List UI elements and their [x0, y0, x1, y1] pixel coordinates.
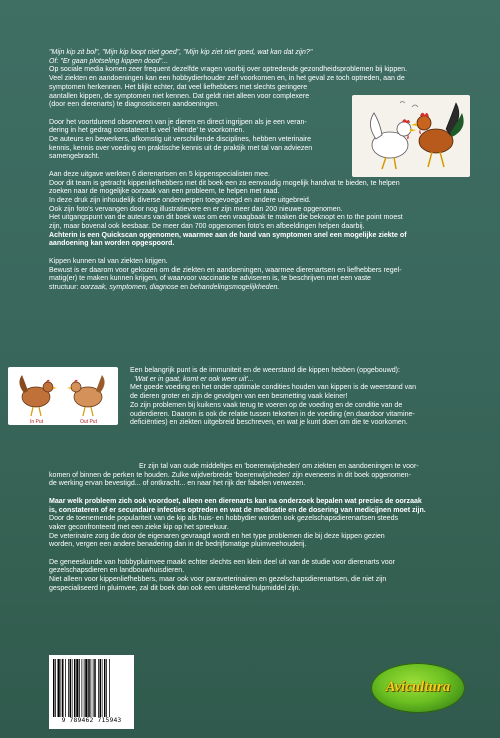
quickscan-note: aandoening kan worden opgespoord. — [49, 240, 175, 248]
logo-text: Avicultura — [385, 679, 451, 695]
lower-block — [49, 463, 474, 594]
isbn-number: 9 789462 715943 — [61, 717, 122, 724]
immunity-line: de dieren groter en zijn de gevolgen van een besmetting vaak kleiner! — [130, 393, 348, 401]
intro-p2-line: samengebracht. — [49, 153, 100, 161]
barcode-bars — [53, 659, 130, 717]
intro-p2-line: kennis, kennis over voeding en praktische kennis uit de praktijk met tal van adviezen — [49, 144, 313, 152]
middle-p4-line: matig(er) te maken kunnen krijgen, of waarvoor vaccinatie te adviseren is, te beschrijven met een vaste — [49, 275, 371, 283]
out-put-label: Out Put — [80, 419, 97, 425]
immunity-line: deficiënties) en ziekten uitgebreid beschreven, en wat je kunt doen om die te voorkomen. — [130, 419, 408, 427]
middle-p4-line: Kippen kunnen tal van ziekten krijgen. — [49, 257, 168, 265]
fighting-roosters-illustration — [352, 95, 470, 177]
vet-line: Door de toenemende populariteit van de kip als huis- en hobbydier worden ook gezelschapsdierenartsen steeds — [49, 515, 399, 523]
vet-note: Maar welk probleem zich ook voordoet, alleen een dierenarts kan na onderzoek bepalen wat precies de oorzaak — [49, 497, 422, 505]
intro-p1-line: Op sociale media komen zeer frequent dezelfde vragen voorbij over optredende gezondheidsproblemen bij kippen. — [49, 66, 408, 74]
intro-p3-line: Aan deze uitgave werkten 6 dierenartsen en 5 kippenspecialisten mee. — [49, 170, 270, 178]
avicultura-logo — [371, 663, 465, 713]
intro-p1-line: aantallen kippen, de symptomen niet kennen. Dat geldt niet alleen voor complexere — [49, 92, 310, 100]
intro-p3-line: zijn, maar bovenal ook leesbaar. De meer dan 700 opgenomen foto's en afbeeldingen helpen daarbij. — [49, 223, 365, 231]
closing-line: gespecialiseerd in pluimvee, zal dit boek dan ook een uitstekend hulpmiddel zijn. — [49, 584, 301, 592]
intro-p2-line: De auteurs en bewerkers, afkomstig uit verschillende disciplines, hebben veterinaire — [49, 136, 312, 144]
intro-p2-line: Door het voortdurend observeren van je dieren en direct ingrijpen als je een veran- — [49, 118, 307, 126]
intro-quote-2: Of: "Er gaan plotseling kippen dood"... — [49, 57, 169, 65]
closing-line: gezelschapsdieren en landbouwhuisdieren. — [49, 567, 185, 575]
input-output-chickens-illustration — [8, 367, 118, 425]
intro-p1-line: Veel ziekten en aandoeningen kan een hobbydierhouder zelf voorkomen en, in het geval ze toch optreden, aan de — [49, 75, 405, 83]
immunity-quote: 'Wat er in gaat, komt er ook weer uit'... — [134, 375, 254, 383]
in-put-label: In Put — [30, 419, 44, 425]
immunity-heading: Een belangrijk punt is de immuniteit en de weerstand die kippen hebben (opgebouwd): — [130, 367, 400, 374]
intro-p1-line: symptomen herkennen. Het blijkt echter, dat veel liefhebbers met slechts geringere — [49, 83, 308, 91]
vet-line: vaker geconfronteerd met een zieke kip op het spreekuur. — [49, 523, 229, 531]
intro-p3-line: Ook zijn foto's vervangen door nog illustratievere en er zijn meer dan 200 nieuwe opgenomen. — [49, 205, 343, 213]
immunity-line: Met goede voeding en het onder optimale condities houden van kippen is de weerstand van — [130, 384, 416, 392]
intro-p3-line: In deze druk zijn inhoudelijk diverse onderwerpen toegevoegd en andere uitgebreid. — [49, 196, 311, 204]
vet-note: is, constateren of er secundaire infecties optreden en wat de medicatie en de dosering van medicijnen moet zijn. — [49, 506, 426, 514]
closing-line: De geneeskunde van hobbypluimvee maakt echter slechts een klein deel uit van de studie voor dierenarts voor — [49, 558, 395, 566]
folk-wisdom-line: Er zijn tal van oude middeltjes en 'boerenwijsheden' om ziekten en aandoeningen te voor- — [139, 463, 419, 470]
isbn-barcode — [49, 655, 134, 729]
quickscan-note: Achterin is een Quickscan opgenomen, waarmee aan de hand van symptomen snel een mogelijke ziekte of — [49, 231, 407, 239]
middle-p4-line: Bewust is er daarom voor gekozen om die ziekten en aandoeningen, waarmee dierenartsen en liefhebbers regel- — [49, 266, 402, 274]
immunity-line: Zo zijn problemen bij kuikens vaak terug te voeren op de voeding en de conditie van de — [130, 401, 403, 409]
intro-p3-line: zoeken naar de mogelijke oorzaak van een probleem, te helpen met raad. — [49, 188, 280, 196]
intro-p2-line: dering in het gedrag constateert is veel 'ellende' te voorkomen. — [49, 127, 245, 135]
folk-wisdom-line: komen of binnen de perken te houden. Zulke wijdverbreide 'boerenwijsheden' zijn eveneens in dit boek opgenomen- — [49, 471, 411, 479]
intro-p3-line: Het uitgangspunt van de auteurs van dit boek was om een vraagbaak te maken die beknopt en to the point moest — [49, 214, 403, 222]
immunity-block — [130, 367, 475, 428]
immunity-line: ouderdieren. Daarom is ook de relatie tussen tekorten in de voeding (en daardoor vitamine- — [130, 410, 415, 418]
intro-p1-line: (door een dierenarts) te diagnosticeren aandoeningen. — [49, 101, 220, 109]
chickens-drawing — [8, 367, 118, 425]
folk-wisdom-line: de werking ervan bevestigd... of ontkracht... en naar het rijk der fabelen verwezen. — [49, 480, 306, 488]
closing-line: Niet alleen voor kippenliefhebbers, maar ook voor paraveterinairen en gezelschapsdierenartsen, die niet zijn — [49, 576, 387, 584]
middle-p4-line: structuur: oorzaak, symptomen, diagnose en behandelingsmogelijkheden. — [49, 283, 280, 291]
vet-line: worden, vergen een andere benadering dan in de bedrijfsmatige pluimveehouderij. — [49, 541, 307, 549]
intro-p3-line: Door dit team is getracht kippenliefhebbers met dit boek een zo eenvoudig mogelijk handvat te bieden, te helpen — [49, 179, 400, 187]
vet-line: De veterinaire zorg die door de eigenaren gevraagd wordt en het type problemen die bij deze kippen gezien — [49, 532, 385, 540]
intro-quote-1: "Mijn kip zit bol", "Mijn kip loopt niet goed", "Mijn kip ziet niet goed, wat kan dat zijn?" — [49, 49, 313, 56]
